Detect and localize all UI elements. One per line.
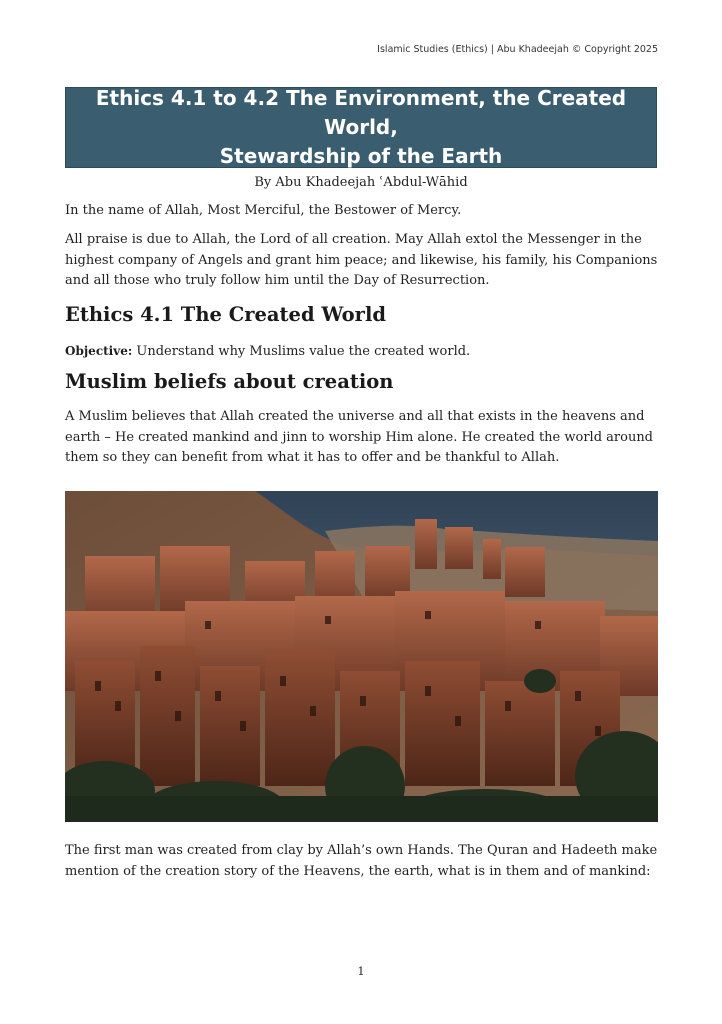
running-header: Islamic Studies (Ethics) | Abu Khadeejah © Copyright 2025 bbox=[377, 44, 658, 55]
byline: By Abu Khadeejah ʿAbdul-Wāhid bbox=[254, 175, 468, 190]
title-banner bbox=[65, 87, 657, 168]
section-heading-creation-beliefs: Muslim beliefs about creation bbox=[65, 370, 394, 393]
praise-paragraph: All praise is due to Allah, the Lord of all creation. May Allah extol the Messenger in the highest company of Angels and grant him peace; and likewise, his family, his Companions and all those who truly follow him until the Day of Resurrection. bbox=[65, 232, 658, 288]
kasbah-photo bbox=[65, 491, 658, 822]
title-line-2: Stewardship of the Earth bbox=[219, 144, 503, 168]
section-heading-created-world: Ethics 4.1 The Created World bbox=[65, 303, 386, 326]
objective-text: Understand why Muslims value the created world. bbox=[136, 344, 471, 359]
basmalah-paragraph: In the name of Allah, Most Merciful, the Bestower of Mercy. bbox=[65, 203, 462, 218]
title-line-1: Ethics 4.1 to 4.2 The Environment, the Created World, bbox=[95, 86, 627, 139]
objective-line bbox=[65, 341, 665, 363]
creation-paragraph: A Muslim believes that Allah created the universe and all that exists in the heavens and earth – He created mankind and jinn to worship Him alone. He created the world around them so they can benefit from what it has to offer and be thankful to Allah. bbox=[65, 409, 654, 465]
objective-label: Objective: bbox=[65, 344, 133, 358]
page-number: 1 bbox=[357, 965, 365, 978]
closing-paragraph: The first man was created from clay by Allah’s own Hands. The Quran and Hadeeth make mention of the creation story of the Heavens, the earth, what is in them and of mankind: bbox=[65, 843, 658, 879]
